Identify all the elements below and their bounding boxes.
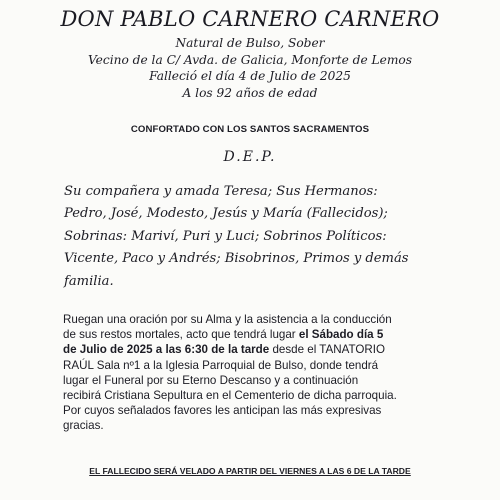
funeral-line: Ruegan una oración por su Alma y la asistencia a la conducción: [63, 313, 392, 326]
funeral-text: desde el TANATORIO: [269, 343, 385, 357]
family-line: Vicente, Paco y Andrés; Bisobrinos, Primos y demás: [64, 251, 409, 267]
origin-line: Natural de Bulso, Sober: [175, 36, 325, 50]
wake-notice: [0, 466, 500, 476]
funeral-date-bold: el Sábado día 5: [298, 328, 384, 342]
wake-notice-text: EL FALLECIDO SERÁ VELADO A PARTIR DEL VIERNES A LAS 6 DE LA TARDE: [89, 466, 411, 476]
residence-line: Vecino de la C/ Avda. de Galicia, Monforte de Lemos: [87, 52, 412, 67]
sacraments-line: CONFORTADO CON LOS SANTOS SACRAMENTOS: [130, 124, 370, 135]
funeral-paragraph: [63, 312, 441, 434]
rip-line: D.E.P.: [223, 149, 277, 165]
death-date-line: Falleció el día 4 de Julio de 2025: [149, 69, 351, 83]
deceased-details: [0, 35, 500, 101]
funeral-line: [63, 327, 441, 342]
funeral-line: [63, 342, 441, 357]
age-line: A los 92 años de edad: [182, 85, 318, 100]
funeral-line: gracias.: [63, 419, 104, 433]
family-line: Pedro, José, Modesto, Jesús y María (Fallecidos);: [64, 206, 388, 222]
deceased-name: DON PABLO CARNERO CARNERO: [60, 7, 440, 31]
funeral-line: recibirá Cristiana Sepultura en el Cementerio de dicha parroquia.: [63, 389, 397, 403]
funeral-line: RAÚL Sala nº1 a la Iglesia Parroquial de Bulso, donde tendrá: [63, 358, 379, 372]
family-paragraph: [64, 181, 440, 293]
funeral-time-bold: de Julio de 2025 a las 6:30 de la tarde: [63, 343, 270, 357]
family-line: Sobrinas: Mariví, Puri y Luci; Sobrinos Políticos:: [64, 228, 387, 244]
funeral-text: de sus restos mortales, acto que tendrá lugar: [63, 328, 299, 342]
family-line: Su compañera y amada Teresa; Sus Hermanos:: [64, 184, 378, 199]
funeral-line: lugar el Funeral por su Eterno Descanso y a continuación: [63, 373, 359, 387]
family-line: familia.: [64, 273, 114, 289]
funeral-line: Por cuyos señalados favores les anticipan las más expresivas: [63, 404, 382, 418]
